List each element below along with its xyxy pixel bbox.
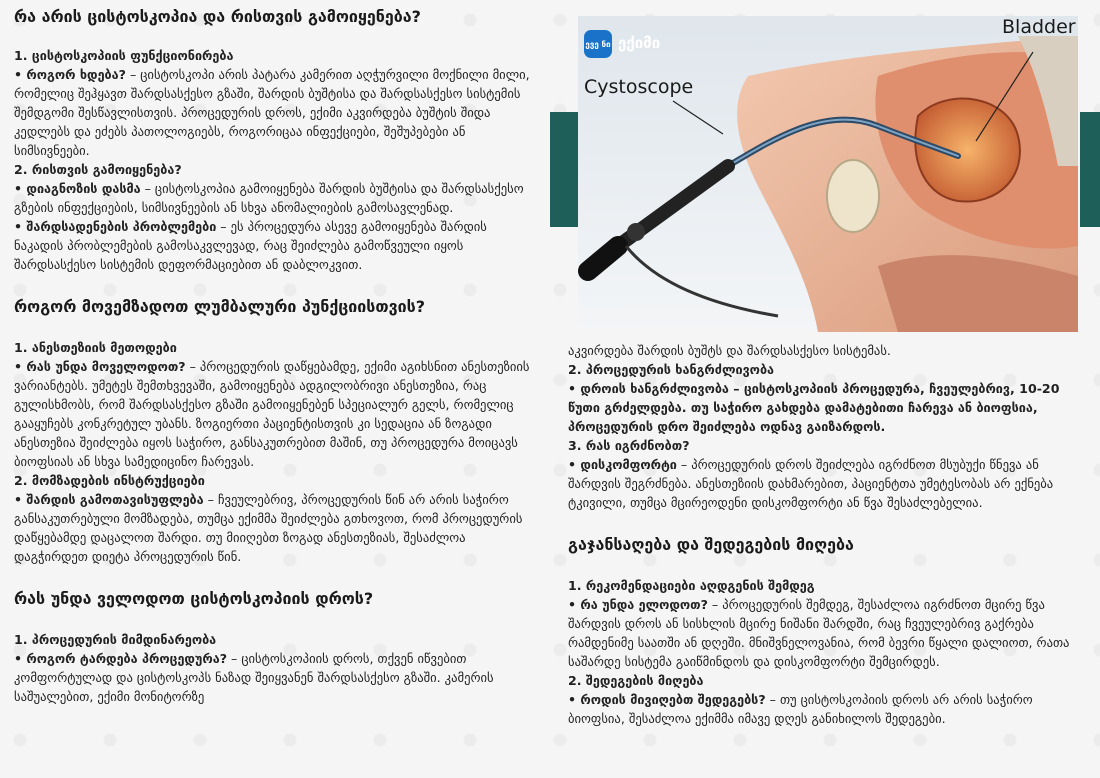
label-discomfort: • დისკომფორტი <box>568 457 677 472</box>
label-bladder: Bladder <box>1002 16 1076 38</box>
paragraph-discomfort <box>568 455 1090 512</box>
label-expect: • რა უნდა ელოდოთ? <box>568 597 708 612</box>
text-expect: – პროცედურის შემდეგ, შესაძლოა იგრძნოთ მცირე წვა შარდვის დროს ან სისხლის მცირე ნიშანი შარდში, რაც ჩვეულებრივ გაქრება რამდენიმე საათში ან დღეში. მნიშვნელოვანია, რომ ბევრი წყალი დალიოთ, რათა საშარდე სისტემა გაიწმინდოს და დისკომფორტი შემცირდეს. <box>568 597 1070 669</box>
subheading-recommendations: 1. რეკომენდაციები აღდგენის შემდეგ <box>568 578 815 593</box>
paragraph-results <box>568 690 1090 728</box>
subheading-instructions: 2. მომზადების ინსტრუქციები <box>14 473 205 488</box>
logo-name: ექიმი <box>618 34 661 52</box>
text-instructions: – ჩვეულებრივ, პროცედურის წინ არ არის საჭირო განსაკუთრებული მომზადება, თუმცა ექიმმა შეიძლება გთხოვოთ, რომ პროცედურის დაწყებამდე დაცალოთ შარდი. თუ მიიღებთ ზოგად ანესთეზიას, შესაძლოა დაგჭირდეთ დიეტა პროცედურის წინ. <box>14 492 523 564</box>
cystoscopy-illustration <box>578 16 1078 332</box>
label-procedure: • როგორ ტარდება პროცედურა? <box>14 651 228 666</box>
section-duration <box>568 341 1090 512</box>
paragraph-instructions <box>14 490 534 566</box>
decorative-band-left <box>550 112 578 227</box>
paragraph-diagnosis <box>14 179 534 217</box>
text-how: – ცისტოსკოპი არის პატარა კამერით აღჭურვილი მოქნილი მილი, რომელიც შეჰყავთ შარდსასქესო გზაში, შარდის ბუშტისა და შარდსასქესო სისტემის შემდგომი შესწავლისთვის. პროცედურის დროს, ექიმი აკვირდება ბუშტის შიდა კედლებს და ეძებს პათოლოგიებს, როგორიცაა ინფექციები, შეშუპებები ან სიმსივნეები. <box>14 67 530 158</box>
paragraph-duration: • დროის ხანგრძლივობა – ცისტოსკოპიის პროცედურა, ჩვეულებრივ, 10-20 წუთი გრძელდება. თუ საჭირო გახდება დამატებითი ჩარევა ან ბიოფსია, პროცედურის დრო შეიძლება ოდნავ გაიზარდოს. <box>568 381 1060 434</box>
text-results: – თუ ცისტოსკოპიის დროს არ არის საჭირო ბიოფსია, შესაძლოა ექიმმა იმავე დღეს განიხილოს შედეგები. <box>568 692 1033 726</box>
section-preparation <box>14 338 534 566</box>
text-procedure: – ცისტოსკოპიის დროს, თქვენ იწვებით კომფორტულად და ცისტოსკოპს ნაზად შეიყვანენ შარდსასქესო გზაში. კამერის საშუალებით, ექიმი მონიტორზე <box>14 651 494 704</box>
left-column <box>14 6 534 706</box>
heading-during: რას უნდა ველოდოთ ცისტოსკოპიის დროს? <box>14 589 374 608</box>
subheading-feel: 3. რას იგრძნობთ? <box>568 438 690 453</box>
page-title: რა არის ცისტოსკოპია და რისთვის გამოიყენება? <box>14 7 421 26</box>
subheading-duration: 2. პროცედურის ხანგრძლივობა <box>568 362 775 377</box>
label-how: • როგორ ხდება? <box>14 67 126 82</box>
section-during <box>14 630 534 706</box>
label-cystoscope: Cystoscope <box>584 76 694 98</box>
logo-badge: ევე ნი <box>584 30 612 58</box>
paragraph-urinary <box>14 217 534 274</box>
section-recovery <box>568 576 1090 728</box>
paragraph-anesthesia <box>14 357 534 471</box>
heading-preparation: როგორ მოვემზადოთ ლუმბალური პუნქციისთვის? <box>14 297 426 316</box>
subheading-usage: 2. რისთვის გამოიყენება? <box>14 162 182 177</box>
paragraph-how <box>14 65 534 160</box>
label-instructions: • შარდის გამოთავისუფლება <box>14 492 204 507</box>
subheading-anesthesia: 1. ანესთეზიის მეთოდები <box>14 340 177 355</box>
subheading-results: 2. შედეგების მიღება <box>568 673 704 688</box>
label-results: • როდის მივიღებთ შედეგებს? <box>568 692 766 707</box>
label-urinary: • შარდსადენების პრობლემები <box>14 219 217 234</box>
right-column <box>568 341 1090 728</box>
decorative-band-right <box>1080 112 1100 227</box>
text-discomfort: – პროცედურის დროს შეიძლება იგრძნოთ მსუბუქი წნევა ან შარდვის შეგრძნება. ანესთეზიის დახმარებით, პაციენტთა უმეტესობას არ ექნება ტკივილი, თუმცა მცირეოდენი დისკომფორტი ან წვა შესაძლებელია. <box>568 457 1054 510</box>
label-diagnosis: • დიაგნოზის დასმა <box>14 181 141 196</box>
continued-text: აკვირდება შარდის ბუშტს და შარდსასქესო სისტემას. <box>568 343 891 358</box>
text-diagnosis: – ცისტოსკოპია გამოიყენება შარდის ბუშტისა და შარდსასქესო გზების ინფექციების, სიმსივნეების ან სხვა ანომალიების გამოსავლენად. <box>14 181 524 215</box>
heading-recovery: გაჯანსაღება და შედეგების მიღება <box>568 535 854 554</box>
subheading-procedure: 1. პროცედურის მიმდინარეობა <box>14 632 217 647</box>
anatomy-drawing <box>578 16 1078 332</box>
text-anesthesia: – პროცედურის დაწყებამდე, ექიმი აგიხსნით ანესთეზიის ვარიანტებს. უმეტეს შემთხვევაში, გამოიყენება ადგილობრივი ანესთეზია, რაც გულისხმობს, რომ შარდსასქესო გზაში გამოიყენებენ სპეციალურ გელს, რომელიც გააყუჩებს კონკრეტულ უბანს. ზოგიერთი პაციენტისთვის კი სედაცია ან ზოგადი ანესთეზია შეიძლება იყოს საჭირო, განსაკუთრებით მაშინ, თუ პროცედურა მოიცავს ბიოფსიას ან სხვა სამედიცინო ჩარევას. <box>14 359 530 469</box>
subheading-function: 1. ცისტოსკოპიის ფუნქციონირება <box>14 48 234 63</box>
text-urinary: – ეს პროცედურა ასევე გამოიყენება შარდის ნაკადის პრობლემების გამოსაკვლევად, რაც შეიძლება გამოწვეული იყოს შარდსასქესო სისტემის დეფორმაციებით ან დაბლოკვით. <box>14 219 487 272</box>
label-anesthesia: • რას უნდა მოველოდოთ? <box>14 359 186 374</box>
section-function <box>14 46 534 274</box>
paragraph-expect <box>568 595 1090 671</box>
paragraph-procedure <box>14 649 534 706</box>
